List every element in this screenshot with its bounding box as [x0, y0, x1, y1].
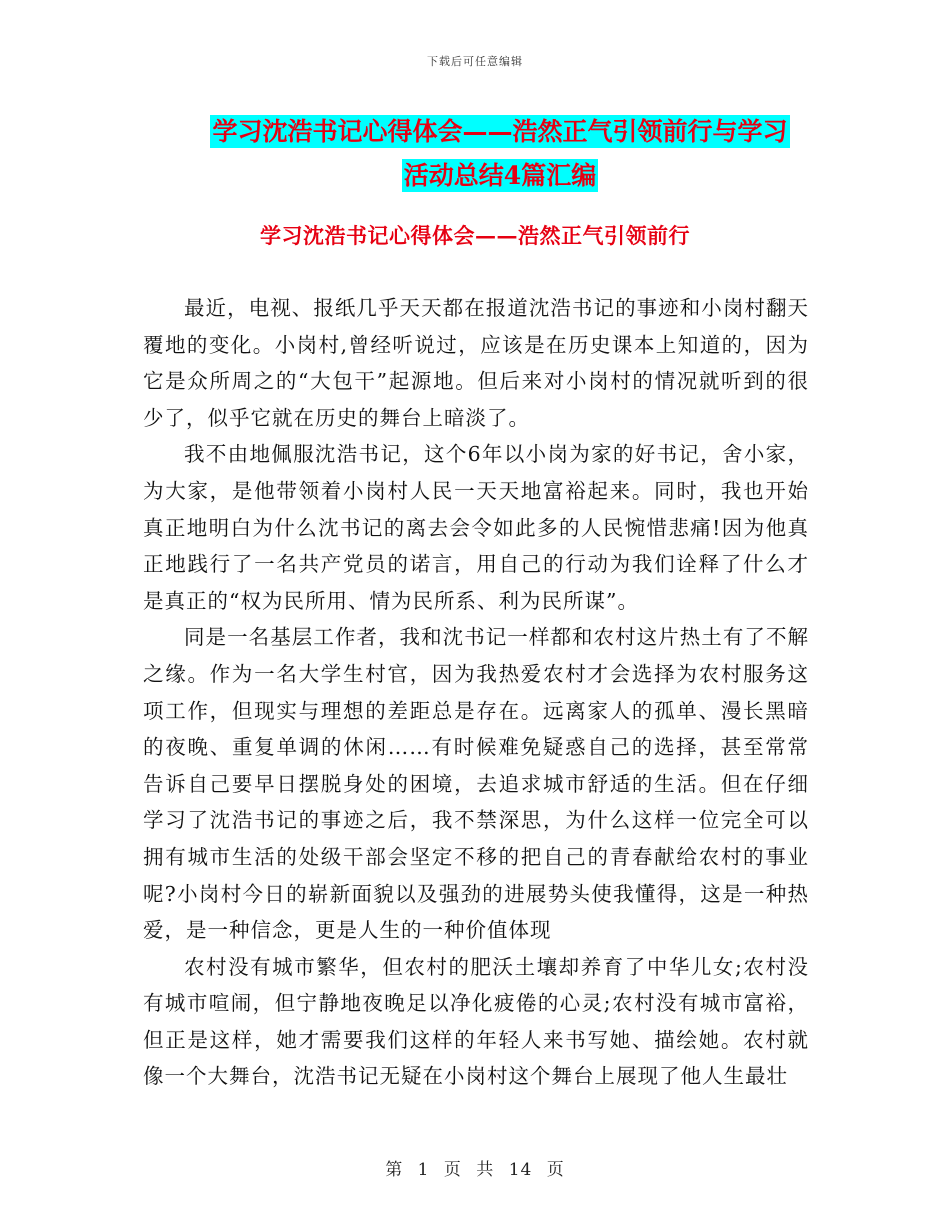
section-title: 学习沈浩书记心得体会——浩然正气引领前行	[260, 223, 690, 248]
footer-ye-end: 页	[546, 1160, 565, 1180]
paragraph: 最近，电视、报纸几乎天天都在报道沈浩书记的事迹和小岗村翻天覆地的变化。小岗村,曾经听说过，应该是在历史课本上知道的，因为它是众所周之的“大包干”起源地。但后来对小岗村的情况就听到的很少了，似乎它就在历史的舞台上暗淡了。	[143, 296, 809, 430]
page-footer	[0, 1155, 950, 1180]
footer-di: 第	[385, 1160, 404, 1180]
footer-gong: 共	[476, 1160, 495, 1180]
article-body	[143, 290, 809, 1095]
total-page-count: 14	[508, 1160, 533, 1180]
paragraph: 我不由地佩服沈浩书记，这个6年以小岗为家的好书记，舍小家，为大家，是他带领着小岗村人民一天天地富裕起来。同时，我也开始真正地明白为什么沈书记的离去会令如此多的人民惋惜悲痛!因为他真正地践行了一名共产党员的诺言，用自己的行动为我们诠释了什么才是真正的“权为民所用、情为民所系、利为民所谋”。	[143, 442, 809, 613]
header-note: 下载后可任意编辑	[427, 55, 523, 68]
document-title-line-1: 学习沈浩书记心得体会——浩然正气引领前行与学习	[212, 117, 788, 146]
current-page-number: 1	[417, 1160, 430, 1180]
footer-ye: 页	[443, 1160, 462, 1180]
document-title	[140, 110, 860, 198]
document-title-line-2: 活动总结4篇汇编	[403, 161, 597, 190]
paragraph: 农村没有城市繁华，但农村的肥沃土壤却养育了中华儿女;农村没有城市喧闹，但宁静地夜晚足以净化疲倦的心灵;农村没有城市富裕，但正是这样，她才需要我们这样的年轻人来书写她、描绘她。农村就像一个大舞台，沈浩书记无疑在小岗村这个舞台上展现了他人生最壮	[143, 954, 809, 1089]
paragraph: 同是一名基层工作者，我和沈书记一样都和农村这片热土有了不解之缘。作为一名大学生村官，因为我热爱农村才会选择为农村服务这项工作，但现实与理想的差距总是存在。远离家人的孤单、漫长黑暗的夜晚、重复单调的休闲……有时候难免疑惑自己的选择，甚至常常告诉自己要早日摆脱身处的困境，去追求城市舒适的生活。但在仔细学习了沈浩书记的事迹之后，我不禁深思，为什么这样一位完全可以拥有城市生活的处级干部会坚定不移的把自己的青春献给农村的事业呢?小岗村今日的崭新面貌以及强劲的进展势头使我懂得，这是一种热爱，是一种信念，更是人生的一种价值体现	[143, 625, 809, 943]
